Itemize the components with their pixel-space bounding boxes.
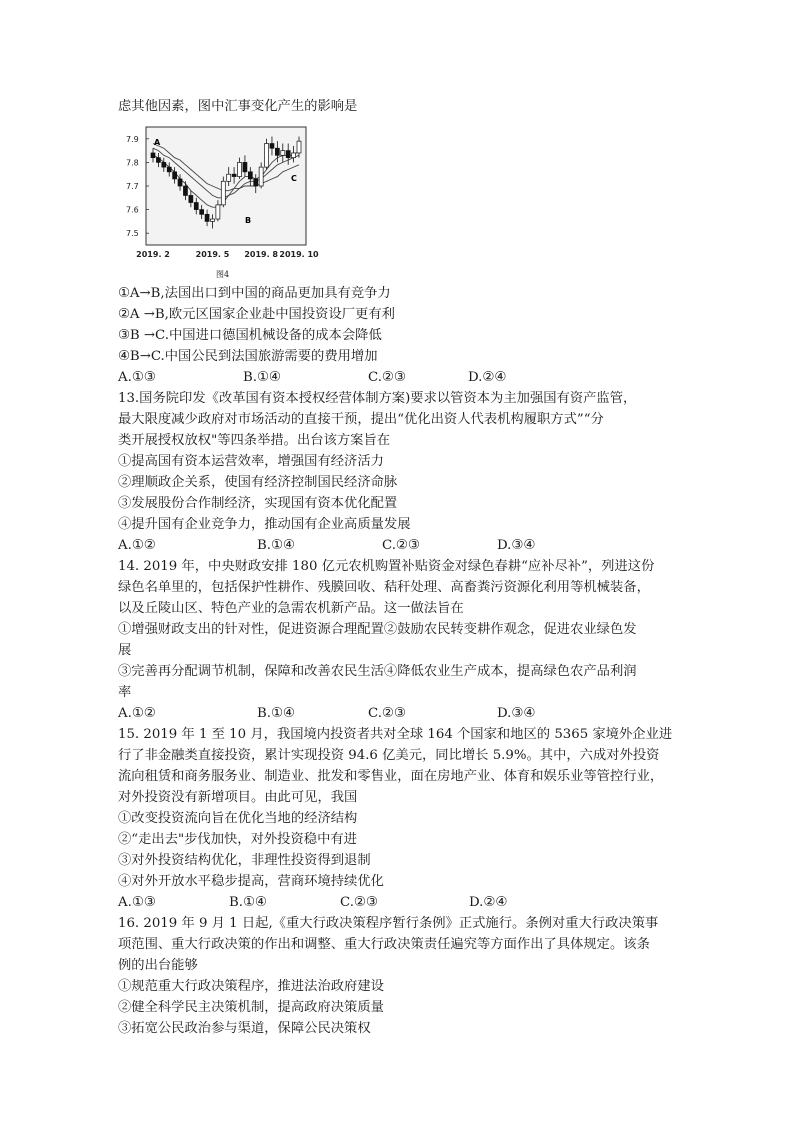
q13-answer-b: B.①④: [257, 538, 295, 553]
candle-body: [151, 153, 155, 158]
q14-stem-3: 以及丘陵山区、特色产业的急需农机新产品。这一做法旨在: [118, 601, 464, 616]
q12-option-1: ①A→B,法国出口到中国的商品更加具有竞争力: [118, 286, 391, 301]
candle-body: [243, 162, 247, 171]
q15-option-4: ④对外开放水平稳步提高，营商环境持续优化: [118, 874, 384, 889]
q14-answer-b: B.①④: [257, 706, 295, 721]
q14-option-2-tail: 展: [118, 643, 132, 658]
candlestick-chart: [124, 121, 319, 271]
q14-option-1-2: ①增强财政支出的针对性，促进资源合理配置②鼓励农民转变耕作观念，促进农业绿色发: [118, 622, 637, 637]
candle: [265, 139, 269, 170]
q16-stem-3: 例的出台能够: [118, 958, 198, 973]
candle-body: [286, 151, 290, 158]
q16-stem-1: 16. 2019 年 9 月 1 日起,《重大行政决策程序暂行条例》正式施行。条例对重大行政决策事: [118, 916, 659, 931]
candle-body: [265, 144, 269, 168]
candle-body: [275, 148, 279, 155]
q13-option-2: ②理顺政企关系，使国有经济控制国民经济命脉: [118, 475, 398, 490]
candle-body: [162, 162, 166, 167]
y-tick-label: 7.7: [126, 182, 139, 191]
q16-option-1: ①规范重大行政决策程序，推进法治政府建设: [118, 979, 384, 994]
q13-answers: [118, 535, 688, 556]
candle-body: [259, 167, 263, 186]
plot-frame: [146, 127, 306, 245]
candle-body: [216, 205, 220, 219]
q16-stem-2: 项范围、重大行政决策的作出和调整、重大行政决策责任遍究等方面作出了具体规定。该条: [118, 937, 650, 952]
candle-body: [248, 172, 252, 179]
q15-answer-c: C.②③: [340, 895, 378, 910]
q15-option-3: ③对外投资结构优化，非理性投资得到退制: [118, 853, 371, 868]
q15-stem-4: 对外投资没有新增项目。由此可见，我国: [118, 790, 358, 805]
q12-answer-c: C.②③: [368, 370, 406, 385]
candle-body: [178, 179, 182, 186]
candle-body: [167, 167, 171, 172]
q12-option-3: ③B →C.中国进口德国机械设备的成本会降低: [118, 328, 382, 343]
q13-stem-3: 类开展授权放权"等四条举措。出台该方案旨在: [118, 433, 391, 448]
q13-answer-a: A.①②: [118, 538, 156, 553]
candle-body: [200, 210, 204, 215]
q12-option-2: ②A →B,欧元区国家企业赴中国投资设厂更有利: [118, 307, 395, 322]
q13-answer-c: C.②③: [382, 538, 420, 553]
q16-option-3: ③拓宽公民政治参与渠道，保障公民决策权: [118, 1021, 371, 1036]
q12-answer-d: D.②④: [468, 370, 507, 385]
candle-body: [292, 153, 296, 158]
q12-answer-a: A.①③: [118, 370, 156, 385]
candle-body: [297, 141, 301, 153]
q16-option-2: ②健全科学民主决策机制，提高政府决策质量: [118, 1000, 384, 1015]
exchange-rate-figure: [124, 121, 319, 281]
q14-answer-d: D.③④: [497, 706, 536, 721]
candle-body: [254, 179, 258, 186]
point-label-a: A: [154, 138, 161, 147]
candle-body: [194, 203, 198, 210]
question-12-stem-tail: 虑其他因素，图中汇事变化产生的影响是: [118, 99, 358, 114]
y-tick-label: 7.6: [126, 205, 139, 215]
q15-answers: [118, 892, 688, 913]
q13-stem-1: 13.国务院印发《改革国有资本授权经营体制方案)要求以管资本为主加强国有资产监管，: [118, 391, 637, 406]
q13-stem-2: 最大限度减少政府对市场活动的直接干预，提出“优化出资人代表机构履职方式”“分: [118, 412, 604, 427]
q15-option-2: ②“走出去"步伐加快，对外投资稳中有进: [118, 832, 357, 847]
q14-option-4-tail: 率: [118, 685, 132, 700]
candle-body: [189, 195, 193, 202]
q13-option-4: ④提升国有企业竞争力，推动国有企业高质量发展: [118, 517, 411, 532]
candle-body: [205, 214, 209, 221]
figure-caption: 图4: [216, 270, 230, 279]
q15-answer-b: B.①④: [229, 895, 267, 910]
q12-answer-b: B.①④: [243, 370, 281, 385]
q14-answers: [118, 703, 688, 724]
candle-body: [221, 181, 225, 205]
candle: [221, 177, 225, 208]
x-tick-label: 2019. 2: [136, 250, 170, 259]
q14-option-3-4: ③完善再分配调节机制，保障和改善农民生活④降低农业生产成本，提高绿色农产品利润: [118, 664, 637, 679]
q13-option-3: ③发展股份合作制经济，实现国有资本优化配置: [118, 496, 398, 511]
candle-body: [232, 174, 236, 176]
point-label-b: B: [245, 216, 252, 225]
candle-body: [156, 158, 160, 163]
candle-body: [210, 219, 214, 221]
q13-answer-d: D.③④: [497, 538, 536, 553]
q14-answer-a: A.①②: [118, 706, 156, 721]
q15-answer-a: A.①③: [118, 895, 156, 910]
candle-body: [270, 144, 274, 149]
y-tick-label: 7.8: [126, 158, 139, 168]
q15-option-1: ①改变投资流向旨在优化当地的经济结构: [118, 811, 358, 826]
q15-stem-2: 行了非金融类直接投资，累计实现投资 94.6 亿美元，同比增长 5.9%。其中，六成对外投资: [118, 748, 660, 763]
q12-answers: [118, 367, 688, 388]
candle-body: [227, 174, 231, 181]
y-tick-label: 7.5: [126, 229, 139, 239]
candle-body: [183, 186, 187, 195]
q15-stem-3: 流向租赁和商务服务业、制造业、批发和零售业，面在房地产业、体育和娱乐业等管控行业，: [118, 769, 664, 784]
candle-body: [238, 162, 242, 176]
candle-body: [281, 151, 285, 156]
q12-option-4: ④B→C.中国公民到法国旅游需要的费用增加: [118, 349, 378, 364]
x-tick-label: 2019. 10: [279, 250, 319, 259]
q14-stem-2: 绿色名单里的，包括保护性耕作、残膜回收、秸秆处理、高畜粪污资源化利用等机械装备，: [118, 580, 650, 595]
y-tick-label: 7.9: [126, 134, 139, 144]
q14-stem-1: 14. 2019 年，中央财政安排 180 亿元农机购置补贴资金对绿色春耕“应补尽补”，列进这份: [118, 559, 655, 574]
q15-answer-d: D.②④: [469, 895, 508, 910]
x-tick-label: 2019. 8: [244, 250, 278, 259]
candle-body: [173, 172, 177, 179]
point-label-c: C: [291, 174, 297, 183]
exam-page: [118, 96, 688, 1039]
q13-option-1: ①提高国有资本运营效率，增强国有经济活力: [118, 454, 384, 469]
q14-answer-c: C.②③: [368, 706, 406, 721]
q15-stem-1: 15. 2019 年 1 至 10 月，我国境内投资者共对全球 164 个国家和地区的 5365 家境外企业进: [118, 727, 673, 742]
x-tick-label: 2019. 5: [195, 250, 230, 259]
